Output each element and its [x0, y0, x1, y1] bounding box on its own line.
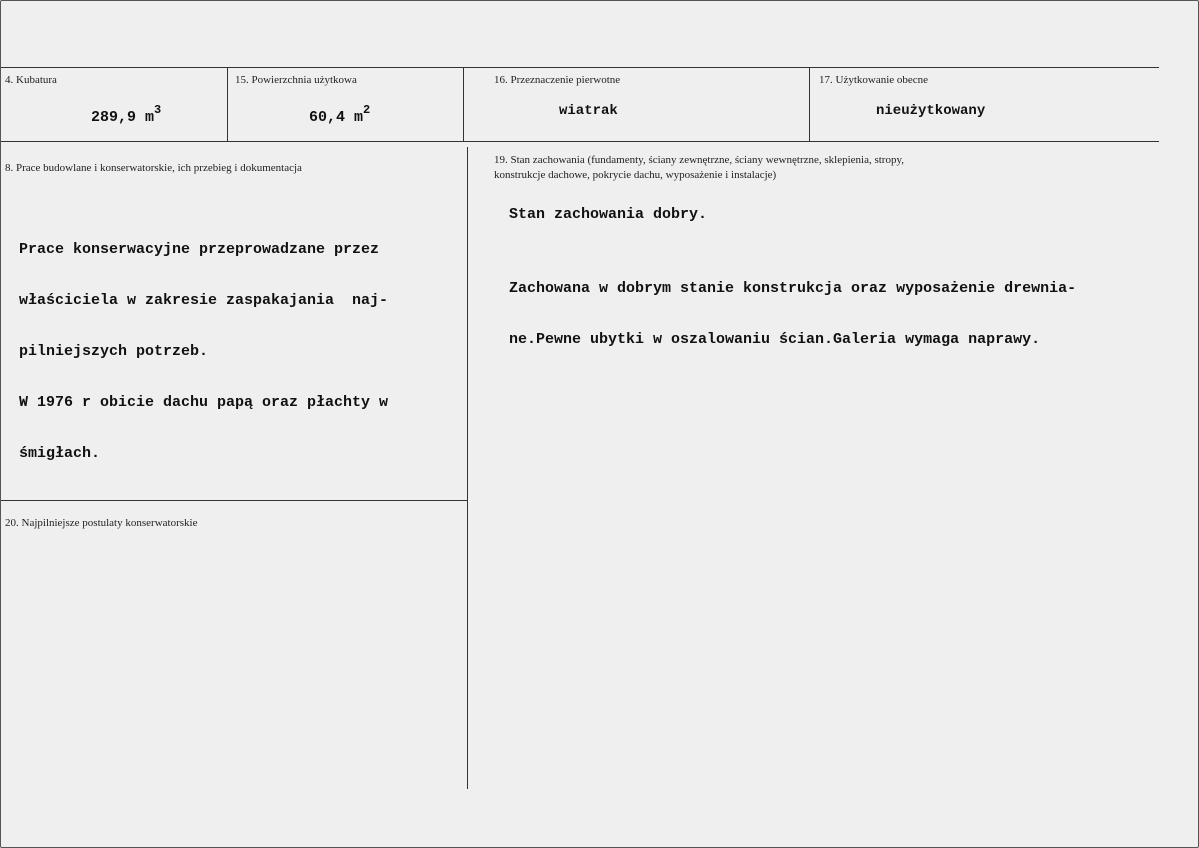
powierzchnia-label: 15. Powierzchnia użytkowa: [235, 74, 357, 86]
kubatura-number: 289,9 m: [91, 109, 155, 126]
kubatura-label: 4. Kubatura: [5, 74, 57, 86]
powierzchnia-number: 60,4 m: [309, 109, 364, 126]
stan-label-line1: 19. Stan zachowania (fundamenty, ściany zewnętrzne, ściany wewnętrzne, sklepienia, stropy,: [494, 154, 905, 166]
uzytkowanie-value: nieużytkowany: [876, 103, 986, 119]
uzytkowanie-label: 17. Użytkowanie obecne: [819, 74, 929, 86]
prace-line: właściciela w zakresie zaspakajania naj-: [19, 292, 389, 309]
przeznaczenie-value: wiatrak: [559, 103, 618, 119]
stan-line: ne.Pewne ubytki w oszalowaniu ścian.Galeria wymaga naprawy.: [509, 331, 1041, 348]
prace-line: pilniejszych potrzeb.: [19, 343, 209, 360]
prace-text: [19, 207, 388, 496]
stan-details: [509, 246, 1076, 382]
kubatura-exponent: 3: [154, 103, 162, 117]
prace-line: Prace konserwacyjne przeprowadzane przez: [19, 241, 380, 258]
stan-summary: Stan zachowania dobry.: [509, 206, 708, 223]
row-separator-rule: [1, 141, 1159, 142]
kubatura-value: [91, 105, 161, 126]
row1-divider-2: [463, 67, 464, 141]
prace-line: W 1976 r obicie dachu papą oraz płachty w: [19, 394, 389, 411]
przeznaczenie-label: 16. Przeznaczenie pierwotne: [494, 74, 621, 86]
row1-divider-1: [227, 67, 228, 141]
postulaty-label: 20. Najpilniejsze postulaty konserwatorskie: [5, 517, 198, 529]
lower-left-rule: [1, 500, 467, 501]
stan-label-line2: konstrukcje dachowe, pokrycie dachu, wyposażenie i instalacje): [494, 169, 777, 181]
main-column-divider: [467, 147, 468, 789]
prace-label: 8. Prace budowlane i konserwatorskie, ich przebieg i dokumentacja: [5, 162, 302, 174]
powierzchnia-exponent: 2: [363, 103, 371, 117]
row1-divider-3: [809, 67, 810, 141]
stan-line: Zachowana w dobrym stanie konstrukcja oraz wyposażenie drewnia-: [509, 280, 1077, 297]
top-row-rule: [1, 67, 1159, 68]
powierzchnia-value: [309, 105, 370, 126]
prace-line: śmigłach.: [19, 445, 101, 462]
